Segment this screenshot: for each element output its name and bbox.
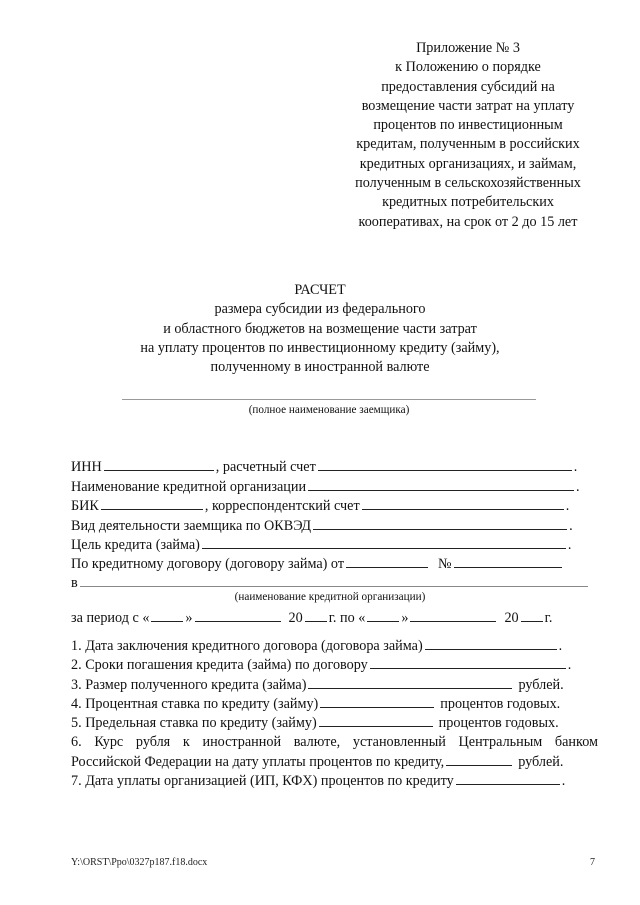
contract-label: По кредитному договору (договору займа) от	[71, 556, 345, 572]
bank-name-field[interactable]	[308, 478, 574, 491]
bank-row	[71, 574, 590, 591]
corr-account-label: , корреспондентский счет	[204, 498, 360, 514]
contract-number-field[interactable]	[454, 555, 562, 568]
period-row	[71, 609, 552, 626]
activity-row	[71, 517, 573, 534]
period-end-month-field[interactable]	[410, 609, 496, 622]
period-end: г.	[544, 610, 553, 626]
item-7-label: 7. Дата уплаты организацией (ИП, КФХ) процентов по кредиту	[71, 773, 454, 789]
period-quote: »	[401, 610, 409, 626]
bik-label: БИК	[71, 498, 99, 514]
number-sign: №	[438, 556, 452, 572]
inn-label: ИНН	[71, 459, 102, 475]
title-line: на уплату процентов по инвестиционному кредиту (займу),	[140, 339, 500, 356]
loan-amount-field[interactable]	[308, 676, 512, 689]
borrower-name-caption: (полное наименование заемщика)	[248, 404, 410, 416]
repayment-terms-field[interactable]	[370, 656, 566, 669]
appendix-header	[318, 39, 618, 232]
item-2	[71, 656, 571, 673]
item-2-label: 2. Сроки погашения кредита (займа) по договору	[71, 657, 368, 673]
item-1-label: 1. Дата заключения кредитного договора (договора займа)	[71, 638, 423, 654]
interest-rate-field[interactable]	[320, 695, 434, 708]
row-end-dot: .	[569, 518, 573, 534]
in-label: в	[71, 575, 78, 591]
row-end-dot: .	[567, 537, 572, 553]
account-label: , расчетный счет	[215, 459, 316, 475]
period-start-year-field[interactable]	[305, 609, 327, 622]
item-4	[71, 695, 560, 712]
exchange-rate-field[interactable]	[446, 753, 512, 766]
contract-row	[71, 555, 564, 572]
item-3-label: 3. Размер полученного кредита (займа)	[71, 677, 307, 693]
item-5-unit: процентов годовых.	[438, 715, 559, 731]
row-end-dot: .	[561, 773, 566, 789]
appendix-line: кредитных потребительских	[382, 194, 554, 211]
period-label: за период с «	[71, 610, 150, 626]
appendix-line: к Положению о порядке	[395, 59, 541, 76]
title-line: размера субсидии из федерального	[214, 301, 426, 318]
period-to-label: г. по «	[328, 610, 366, 626]
item-6-label: Российской Федерации на дату уплаты процентов по кредиту,	[71, 754, 445, 770]
purpose-row	[71, 536, 571, 553]
item-4-label: 4. Процентная ставка по кредиту (займу)	[71, 696, 319, 712]
title-heading: РАСЧЕТ	[294, 282, 346, 298]
item-6-line-1: 6. Курс рубля к иностранной валюте, установленный Центральным банком	[71, 734, 598, 750]
row-end-dot: .	[565, 498, 570, 514]
purpose-label: Цель кредита (займа)	[71, 537, 200, 553]
title-line: полученному в иностранной валюте	[210, 359, 430, 376]
period-end-year-field[interactable]	[521, 609, 543, 622]
appendix-line: процентов по инвестиционным	[373, 117, 563, 134]
contract-date-field[interactable]	[346, 555, 428, 568]
bank-name-row	[71, 478, 580, 495]
period-year-prefix: 20	[504, 610, 519, 626]
interest-payment-date-field[interactable]	[456, 772, 560, 785]
contract-conclusion-date-field[interactable]	[425, 637, 557, 650]
period-quote: »	[185, 610, 193, 626]
okved-field[interactable]	[313, 517, 567, 530]
item-6-unit: рублей.	[518, 754, 564, 770]
period-end-day-field[interactable]	[367, 609, 399, 622]
row-end-dot: .	[558, 638, 563, 654]
footer-file-path: Y:\ORST\Ppo\0327p187.f18.docx	[71, 857, 208, 868]
inn-row	[71, 458, 577, 475]
appendix-line: кооперативах, на срок от 2 до 15 лет	[358, 213, 578, 230]
period-year-prefix: 20	[288, 610, 303, 626]
row-end-dot: .	[573, 459, 578, 475]
settlement-account-field[interactable]	[318, 458, 572, 471]
appendix-line: возмещение части затрат на уплату	[361, 97, 575, 114]
lender-bank-caption: (наименование кредитной организации)	[234, 591, 426, 603]
borrower-name-field[interactable]	[122, 399, 536, 400]
title-line: и областного бюджетов на возмещение части затрат	[163, 320, 477, 337]
row-end-dot: .	[576, 479, 580, 495]
purpose-field[interactable]	[202, 536, 566, 549]
bik-field[interactable]	[101, 497, 203, 510]
inn-field[interactable]	[104, 458, 214, 471]
bik-row	[71, 497, 569, 514]
item-4-unit: процентов годовых.	[440, 696, 561, 712]
bank-name-label: Наименование кредитной организации	[71, 479, 307, 495]
activity-label: Вид деятельности заемщика по ОКВЭД	[71, 518, 312, 534]
item-6-line-2	[71, 753, 563, 770]
footer-page-number: 7	[590, 857, 595, 868]
item-5	[71, 714, 559, 731]
lender-bank-field[interactable]	[80, 574, 588, 587]
row-end-dot: .	[567, 657, 572, 673]
period-start-day-field[interactable]	[151, 609, 183, 622]
appendix-line: полученным в сельскохозяйственных	[355, 175, 581, 192]
item-1	[71, 637, 562, 654]
document-title	[60, 281, 580, 377]
item-5-label: 5. Предельная ставка по кредиту (займу)	[71, 715, 317, 731]
item-3	[71, 676, 564, 693]
appendix-line: предоставления субсидий на	[381, 78, 555, 95]
appendix-line: кредитам, полученным в российских	[356, 136, 580, 153]
appendix-line: Приложение № 3	[416, 40, 520, 56]
item-3-unit: рублей.	[518, 677, 564, 693]
appendix-line: кредитных организациях, и займам,	[359, 155, 577, 172]
period-start-month-field[interactable]	[195, 609, 281, 622]
max-rate-field[interactable]	[319, 714, 433, 727]
item-7	[71, 772, 565, 789]
corr-account-field[interactable]	[362, 497, 564, 510]
